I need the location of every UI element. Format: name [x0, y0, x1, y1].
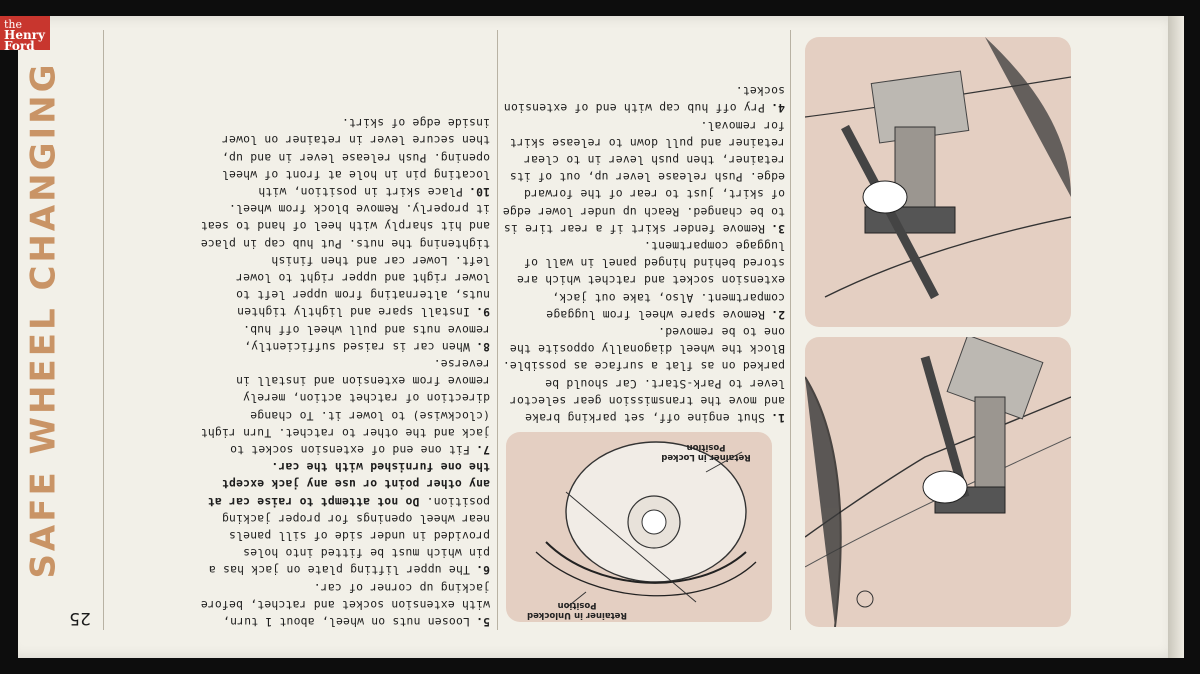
side-title — [4, 30, 84, 610]
step-7: 7.Fit one end of extension socket to jack and the other to ratchet. Turn right (clockwise) to lower it. To change direction of ratchet action, merely remove from extension and install in reverse. — [200, 356, 490, 457]
divider-middle — [497, 30, 498, 630]
logo-name-text: Henry Ford — [4, 28, 45, 53]
step-2: 2.Remove spare wheel from luggage compartment. Also, take out jack, extension socket and ratchet which are stored behind hinged panel in wall of luggage compartment. — [516, 238, 785, 322]
illustration-jack-lowering — [805, 37, 1071, 327]
steps-column-left — [500, 36, 785, 426]
step-10: 10.Place skirt in position, with locating pin in hole at front of wheel opening. Push release lever in and up, then secure lever in retainer on lower inside edge of skirt. — [221, 116, 490, 199]
step-3: 3.Remove fender skirt if a rear tire is to be changed. Reach up under lower edge of skirt, just to rear of the forward edge. Push release lever up, out of its retainer, then push lever in to clear retainer and pull down to release skirt for removal. — [502, 118, 785, 236]
step-4: 4.Pry off hub cap with end of extension socket. — [503, 84, 785, 116]
callout-locked: Retainer in Locked Position — [661, 442, 751, 462]
jack-wheel-drawing — [805, 337, 1071, 627]
steps-column-right — [200, 40, 490, 630]
divider-left — [103, 30, 104, 630]
henry-ford-logo — [0, 16, 50, 53]
callout-unlocked: Retainer in Unlocked Position — [527, 600, 627, 620]
step-1: 1.Shut engine off, set parking brake and move the transmission gear selector lever to Park-Start. Car should be parked on as flat a surface as possible. Block the wheel diagonally opposite the one to be removed. — [502, 324, 785, 425]
page-number: 25 — [69, 608, 91, 628]
step-8: 8.When car is raised sufficiently, remove nuts and pull wheel off hub. — [242, 322, 490, 354]
book-spine — [1168, 16, 1184, 658]
illustration-jack-wheel — [805, 337, 1071, 627]
logo-small-text: the — [4, 18, 23, 31]
step-9: 9.Install spare and lightly tighten nuts, alternating from upper left to lower right and upper right to lower left. Lower car and then finish tightening the nuts. Put hub cap in place and hit sharply with heel of hand to seat it properly. Remove block from wheel. — [200, 202, 490, 320]
illustration-fender-skirt — [506, 432, 772, 622]
divider-right — [790, 30, 791, 630]
jack-lowering-drawing — [805, 37, 1071, 327]
step-6: 6.The upper lifting plate on jack has a pin which must be fitted into holes provided in under side of sill panels near wheel openings for proper jacking position. Do not attempt to raise car at any other point or use any jack except the one furnished with the car. — [207, 460, 490, 578]
step-5: 5.Loosen nuts on wheel, about 1 turn, with extension socket and ratchet, before jacking up corner of car. — [200, 580, 490, 629]
side-title-text: SAFE WHEEL CHANGING — [24, 61, 65, 579]
